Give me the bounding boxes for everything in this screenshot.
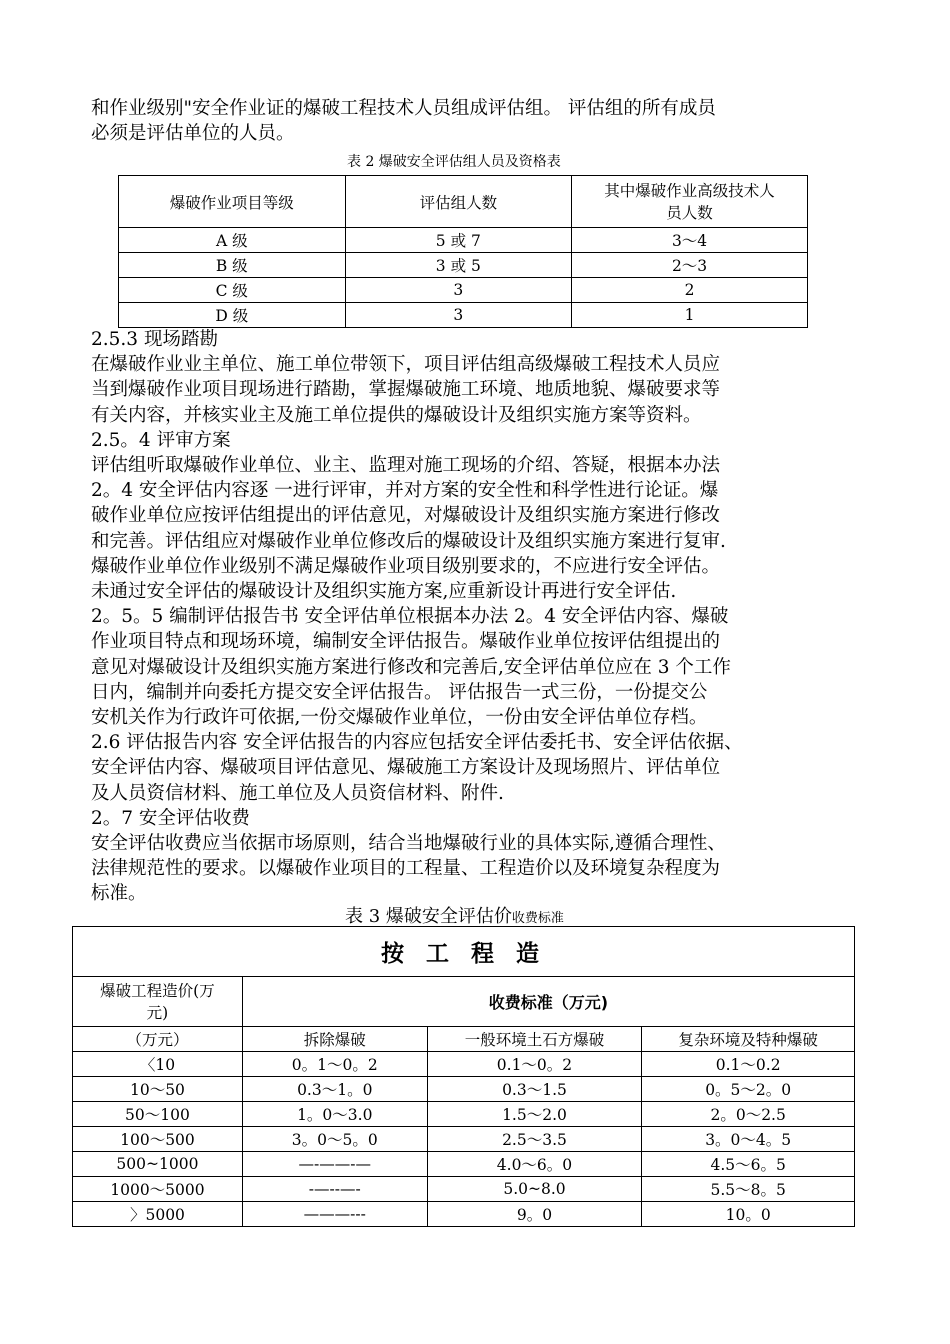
table2-caption: 表 2 爆破安全评估组人员及资格表	[347, 154, 561, 170]
header-line: 员人数	[666, 203, 713, 222]
table-cell: —-——-—	[242, 1152, 427, 1177]
header-line: 其中爆破作业高级技术人	[604, 181, 775, 200]
text-line: 评估组听取爆破作业单位、业主、监理对施工现场的介绍、答疑，根据本办法	[91, 455, 721, 477]
table3-caption	[345, 902, 564, 928]
table-cell: 0。1～0。2	[242, 1052, 427, 1077]
table-row	[73, 1177, 855, 1202]
table-banner-row	[73, 927, 855, 977]
table-cell: 3。0～5。0	[242, 1127, 427, 1152]
text-line: 法律规范性的要求。以爆破作业项目的工程量、工程造价以及环境复杂程度为	[91, 858, 721, 880]
table-cell: 0.1～0.2	[642, 1052, 855, 1077]
section-heading: 2。7 安全评估收费	[91, 807, 250, 829]
table-cell: 0.3～1.5	[427, 1077, 642, 1102]
text-line: 日内，编制并向委托方提交安全评估报告。 评估报告一式三份，一份提交公	[91, 681, 708, 703]
table-header-row	[119, 176, 808, 228]
table-cell: 3。0～4。5	[642, 1127, 855, 1152]
table-cell: 0。5～2。0	[642, 1077, 855, 1102]
text-line: 当到爆破作业项目现场进行踏勘，掌握爆破施工环境、地质地貌、爆破要求等	[91, 379, 721, 401]
caption-small: 收费标准	[511, 911, 564, 926]
table-cell: 2.5～3.5	[427, 1127, 642, 1152]
table-cell: C 级	[119, 278, 346, 303]
text-line: 必须是评估单位的人员。	[91, 123, 295, 145]
table-cell: 10。0	[642, 1202, 855, 1227]
table-cell: D 级	[119, 303, 346, 328]
table-subheader-row	[73, 1027, 855, 1052]
table-cell: A 级	[119, 228, 346, 253]
text-line: 意见对爆破设计及组织实施方案进行修改和完善后,安全评估单位应在 3 个工作	[91, 656, 731, 678]
text-line: 爆破作业单位作业级别不满足爆破作业项目级别要求的，不应进行安全评估。	[91, 555, 721, 577]
table-cell: 3 或 5	[345, 253, 572, 278]
table-cell: 0.3～1。0	[242, 1077, 427, 1102]
table-cell: 3～4	[572, 228, 808, 253]
table-cell: 1	[572, 303, 808, 328]
table-cell: 2	[572, 278, 808, 303]
table-cell: 0.1～0。2	[427, 1052, 642, 1077]
table-header-cell: 复杂环境及特种爆破	[642, 1027, 855, 1052]
table-header-cell: 评估组人数	[345, 176, 572, 228]
table-cell: 4.0～6。0	[427, 1152, 642, 1177]
text-line: 2。4 安全评估内容逐 一进行评审，并对方案的安全性和科学性进行论证。爆	[91, 480, 719, 502]
table-cell: 〉5000	[73, 1202, 243, 1227]
text-line: 和完善。评估组应对爆破作业单位修改后的爆破设计及组织实施方案进行复审.	[91, 530, 726, 552]
table-cell: 5.5～8。5	[642, 1177, 855, 1202]
table-header-cell: 拆除爆破	[242, 1027, 427, 1052]
text-line: 标准。	[91, 883, 147, 905]
table-header-cell: （万元）	[73, 1027, 243, 1052]
table-row	[73, 1077, 855, 1102]
table-cell: ———---	[242, 1202, 427, 1227]
table-row	[73, 1202, 855, 1227]
table-cell: 3	[345, 278, 572, 303]
table-header-cell	[572, 176, 808, 228]
text-line: 破作业单位应按评估组提出的评估意见，对爆破设计及组织实施方案进行修改	[91, 505, 721, 527]
table-header-row	[73, 977, 855, 1027]
table-cell: 1。0～3.0	[242, 1102, 427, 1127]
table-cell: 100～500	[73, 1127, 243, 1152]
table-cell: 50～100	[73, 1102, 243, 1127]
text-line: 作业项目特点和现场环境，编制安全评估报告。爆破作业单位按评估组提出的	[91, 631, 721, 653]
table-cell: B 级	[119, 253, 346, 278]
table-row	[73, 1127, 855, 1152]
caption-main: 表 3 爆破安全评估价	[345, 906, 512, 927]
table-row	[73, 1152, 855, 1177]
intro-paragraph	[91, 96, 871, 146]
text-line: 安全评估收费应当依据市场原则，结合当地爆破行业的具体实际,遵循合理性、	[91, 833, 726, 855]
table-cell: 5.0~8.0	[427, 1177, 642, 1202]
table-cell: 5 或 7	[345, 228, 572, 253]
table-row	[119, 303, 808, 328]
text-line: 在爆破作业业主单位、施工单位带领下，项目评估组高级爆破工程技术人员应	[91, 354, 721, 376]
qualification-table	[118, 175, 808, 328]
text-line: 2。5。5 编制评估报告书 安全评估单位根据本办法 2。4 安全评估内容、爆破	[91, 606, 729, 628]
table-cell: 10～50	[73, 1077, 243, 1102]
table-cell: 9。0	[427, 1202, 642, 1227]
body-paragraphs	[91, 327, 871, 907]
fee-header-cell: 收费标准（万元)	[242, 977, 854, 1027]
table-header-cell: 爆破作业项目等级	[119, 176, 346, 228]
table-cell: 1.5～2.0	[427, 1102, 642, 1127]
text-line: 安全评估内容、爆破项目评估意见、爆破施工方案设计及现场照片、评估单位	[91, 757, 721, 779]
header-line: 元)	[146, 1003, 169, 1022]
table-cell: 1000～5000	[73, 1177, 243, 1202]
table-cell: -—--—-	[242, 1177, 427, 1202]
table-row	[119, 253, 808, 278]
text-line: 及人员资信材料、施工单位及人员资信材料、附件.	[91, 782, 504, 804]
table-banner: 按 工 程 造	[73, 927, 855, 977]
table-cell: 2～3	[572, 253, 808, 278]
table-cell: 3	[345, 303, 572, 328]
section-heading: 2.5.3 现场踏勘	[91, 329, 218, 350]
fee-table	[72, 926, 855, 1227]
table-row	[73, 1102, 855, 1127]
text-line: 安机关作为行政许可依据,一份交爆破作业单位，一份由安全评估单位存档。	[91, 707, 708, 729]
table-row	[119, 228, 808, 253]
text-line: 2.6 评估报告内容 安全评估报告的内容应包括安全评估委托书、安全评估依据、	[91, 732, 743, 754]
table-cell: 4.5～6。5	[642, 1152, 855, 1177]
header-line: 爆破工程造价(万	[100, 981, 215, 1000]
table-cell: 2。0～2.5	[642, 1102, 855, 1127]
table-cell: 〈10	[73, 1052, 243, 1077]
section-heading: 2.5。4 评审方案	[91, 429, 231, 451]
table-row	[119, 278, 808, 303]
table-header-cell	[73, 977, 243, 1027]
table-row	[73, 1052, 855, 1077]
text-line: 和作业级别"安全作业证的爆破工程技术人员组成评估组。 评估组的所有成员	[91, 98, 716, 119]
text-line: 有关内容，并核实业主及施工单位提供的爆破设计及组织实施方案等资料。	[91, 404, 702, 426]
table-cell: 500~1000	[73, 1152, 243, 1177]
table-header-cell: 一般环境土石方爆破	[427, 1027, 642, 1052]
text-line: 未通过安全评估的爆破设计及组织实施方案,应重新设计再进行安全评估.	[91, 581, 677, 603]
